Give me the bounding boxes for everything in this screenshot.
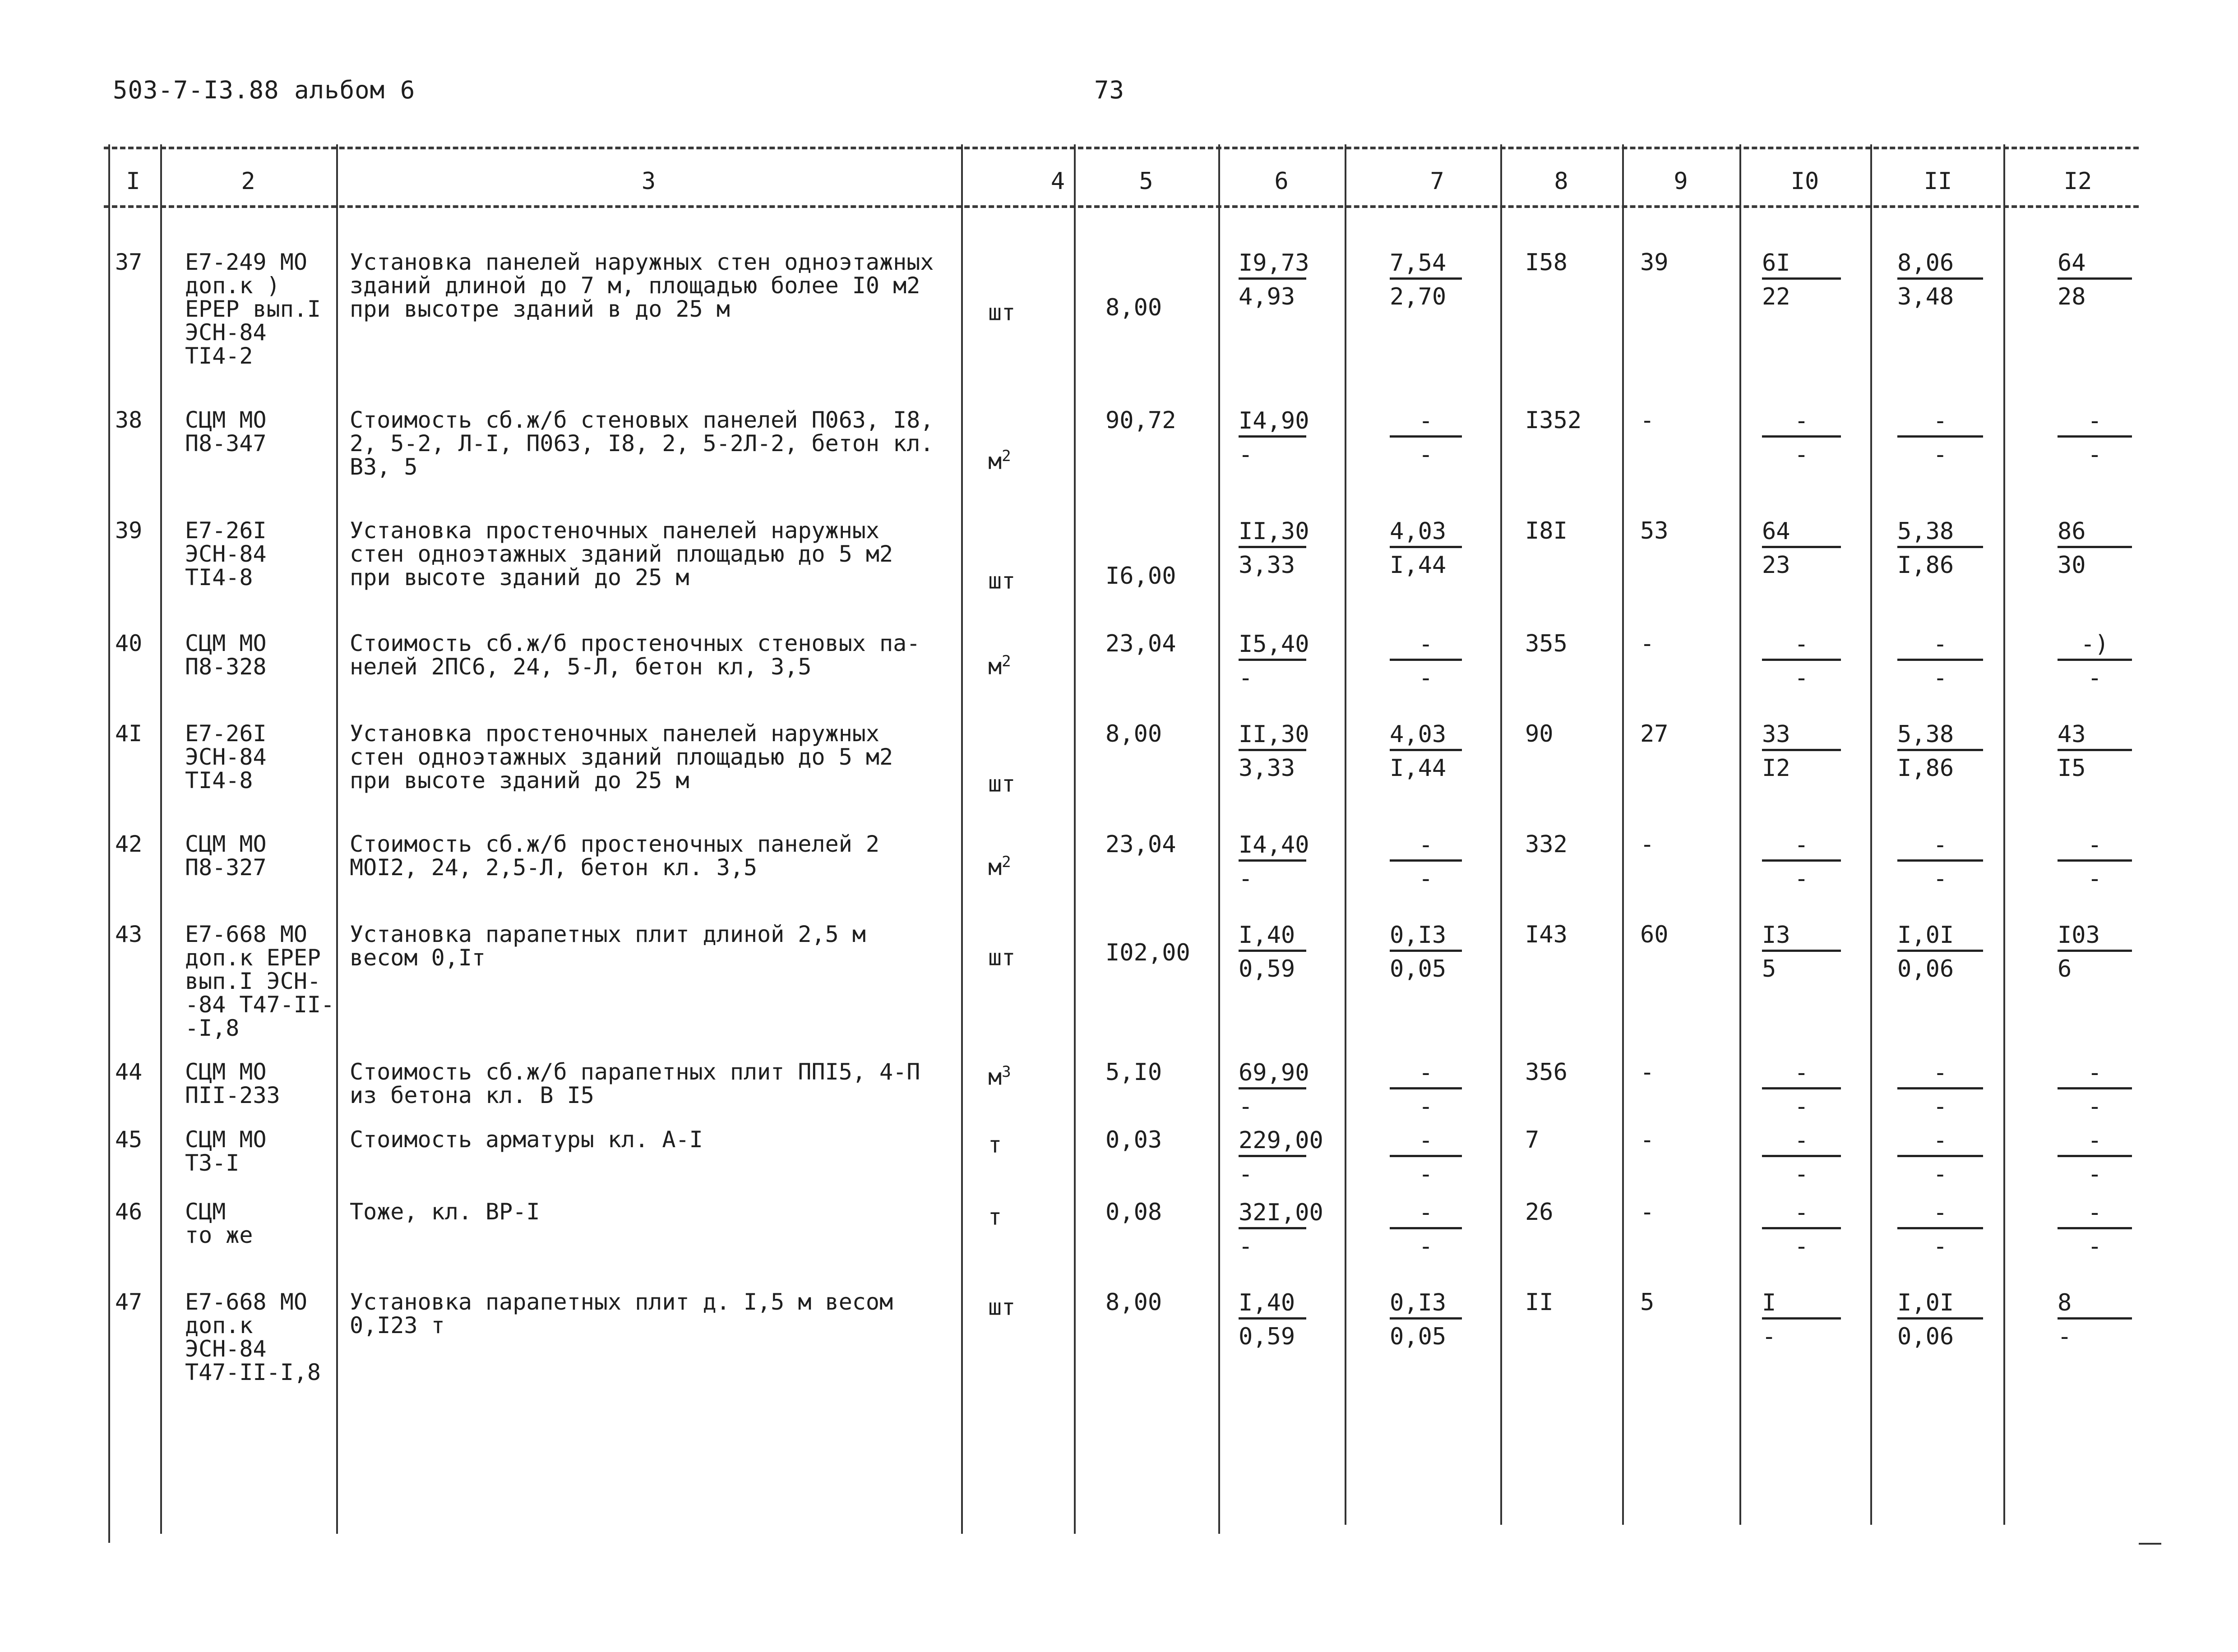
fraction-denominator: I,44	[1390, 755, 1447, 782]
col-rule	[336, 144, 338, 1534]
fraction-denominator: -	[2087, 1093, 2102, 1120]
col9-value: 39	[1640, 249, 1669, 276]
fraction-numerator: I,40	[1239, 923, 1306, 952]
work-description: Стоимость сб.ж/б простеночных панелей 2 МОI2, 24, 2,5-Л, бетон кл. 3,5	[350, 831, 879, 881]
fraction-numerator: -	[2058, 1128, 2132, 1157]
rate-code: СЦМ то же	[185, 1199, 253, 1248]
fraction-denominator: -	[1239, 865, 1253, 892]
row-number: 39	[115, 517, 143, 544]
fraction-numerator: 6I	[1762, 250, 1841, 280]
col8-value: I58	[1525, 249, 1568, 276]
fraction-numerator: -	[1762, 1128, 1841, 1157]
value-fraction	[1239, 1059, 1309, 1120]
quantity: 5,I0	[1105, 1059, 1162, 1086]
fraction-numerator: 43	[2058, 722, 2132, 751]
rate-code: Е7-26I ЭСН-84 ТI4-8	[185, 517, 267, 591]
rate-code: СЦМ МО П8-347	[185, 407, 267, 457]
quantity: 23,04	[1105, 831, 1176, 858]
fraction-numerator: I4,40	[1239, 832, 1306, 862]
value-fraction	[1762, 250, 1841, 309]
fraction-denominator: -	[1794, 1093, 1809, 1120]
rate-code: Е7-668 МО доп.к ЕРЕР вып.I ЭСН- -84 Т47-II- -I,8	[185, 921, 335, 1041]
column-header: 2	[241, 168, 255, 195]
fraction-numerator: 8,06	[1897, 250, 1983, 280]
col8-value: I43	[1525, 921, 1568, 948]
value-fraction	[2058, 632, 2132, 691]
fraction-denominator: -	[1794, 1161, 1809, 1188]
work-description: Установка парапетных плит длиной 2,5 м весом 0,Iт	[350, 921, 866, 971]
fraction-denominator: -	[1239, 1161, 1253, 1188]
unit-text: шт	[988, 299, 1016, 326]
fraction-denominator: -	[1762, 1323, 1776, 1350]
fraction-denominator: -	[2087, 1233, 2102, 1260]
fraction-denominator: 23	[1762, 552, 1790, 579]
value-fraction	[1239, 923, 1306, 982]
fraction-denominator: I,86	[1897, 552, 1954, 579]
fraction-numerator: 229,00	[1239, 1128, 1306, 1157]
doc-code: 503-7-I3.88 альбом 6	[113, 76, 416, 104]
value-fraction	[1897, 923, 1983, 982]
fraction-numerator: 5,38	[1897, 519, 1983, 548]
value-fraction	[1897, 1200, 1983, 1259]
unit	[988, 1060, 1011, 1089]
fraction-denominator: -	[1239, 441, 1253, 468]
rate-code: Е7-668 МО доп.к ЭСН-84 Т47-II-I,8	[185, 1289, 321, 1385]
fraction-numerator: -	[1897, 1128, 1983, 1157]
col9-value: -	[1640, 630, 1655, 657]
fraction-numerator: -	[1897, 408, 1983, 438]
fraction-denominator: 30	[2058, 552, 2086, 579]
fraction-numerator: -	[2058, 408, 2132, 438]
value-fraction	[2058, 250, 2132, 309]
col-rule	[108, 144, 110, 1543]
unit	[988, 941, 1015, 969]
fraction-numerator: -	[1897, 1200, 1983, 1229]
row-number: 4I	[115, 720, 143, 747]
fraction-denominator: -	[1933, 664, 1947, 692]
fraction-numerator: I5,40	[1239, 632, 1306, 661]
value-fraction	[1390, 519, 1462, 578]
quantity: I6,00	[1105, 563, 1176, 590]
fraction-denominator: I,86	[1897, 755, 1954, 782]
unit-text: шт	[988, 771, 1016, 797]
unit-power: 2	[1002, 447, 1011, 465]
value-fraction	[1762, 722, 1841, 781]
column-header: I0	[1790, 168, 1819, 195]
fraction-denominator: -	[2058, 1323, 2072, 1350]
value-fraction	[1239, 831, 1309, 892]
value-fraction	[2058, 1290, 2132, 1349]
value-fraction	[2058, 408, 2132, 467]
col8-value: I8I	[1525, 517, 1568, 545]
fraction-denominator: -	[2087, 1161, 2102, 1188]
column-header: I	[126, 168, 140, 195]
value-fraction	[1762, 1060, 1841, 1119]
fraction-denominator: 0,06	[1897, 1323, 1954, 1350]
value-fraction	[1762, 408, 1841, 467]
fraction-denominator: -	[1794, 1233, 1809, 1260]
fraction-numerator: 69,90	[1239, 1060, 1306, 1089]
col-rule	[1345, 144, 1346, 1525]
col8-value: II	[1525, 1289, 1554, 1316]
value-fraction	[2058, 1060, 2132, 1119]
fraction-denominator: 6	[2058, 955, 2072, 983]
fraction-denominator: 5	[1762, 955, 1776, 983]
column-header: 7	[1430, 168, 1444, 195]
fraction-denominator: -	[1794, 441, 1809, 468]
unit-power: 3	[1002, 1063, 1011, 1081]
value-fraction	[1390, 1290, 1462, 1349]
work-description: Тоже, кл. ВР-I	[350, 1199, 540, 1225]
unit-text: т	[988, 1131, 1002, 1158]
column-header: 3	[641, 168, 656, 195]
col9-value: 27	[1640, 720, 1669, 748]
col8-value: 7	[1525, 1126, 1540, 1154]
quantity: 0,03	[1105, 1126, 1162, 1154]
fraction-denominator: -	[1239, 1233, 1253, 1260]
fraction-numerator: -	[1762, 1060, 1841, 1089]
fraction-numerator: I,0I	[1897, 1290, 1983, 1320]
fraction-numerator: II,30	[1239, 519, 1306, 548]
col-rule	[1074, 144, 1076, 1534]
value-fraction	[1762, 519, 1841, 578]
unit-power: 2	[1002, 853, 1011, 871]
fraction-numerator: -)	[2058, 632, 2132, 661]
value-fraction	[1762, 1200, 1841, 1259]
value-fraction	[1897, 632, 1983, 691]
fraction-denominator: 0,59	[1239, 1323, 1295, 1350]
fraction-numerator: I4,90	[1239, 408, 1306, 438]
unit	[988, 1290, 1015, 1319]
value-fraction	[1239, 721, 1309, 782]
value-fraction	[1390, 1128, 1462, 1187]
fraction-numerator: 4,03	[1390, 519, 1462, 548]
fraction-numerator: I	[1762, 1290, 1841, 1320]
col8-value: I352	[1525, 407, 1582, 434]
fraction-denominator: 0,05	[1390, 955, 1447, 983]
fraction-numerator: -	[1762, 632, 1841, 661]
page-corner-dash	[2139, 1543, 2161, 1545]
value-fraction	[1390, 923, 1462, 982]
col9-value: -	[1640, 1126, 1655, 1154]
value-fraction	[1762, 923, 1841, 982]
unit	[988, 295, 1015, 324]
fraction-denominator: -	[1419, 664, 1433, 692]
value-fraction	[1897, 722, 1983, 781]
fraction-denominator: -	[2087, 441, 2102, 468]
quantity: 8,00	[1105, 720, 1162, 748]
value-fraction	[1390, 1060, 1462, 1119]
fraction-denominator: I5	[2058, 755, 2086, 782]
table-top-rule	[104, 147, 2139, 149]
unit-text: м	[988, 854, 1002, 881]
value-fraction	[1239, 407, 1309, 468]
rate-code: Е7-249 МО доп.к ) ЕРЕР вып.I ЭСН-84 ТI4-2	[185, 249, 321, 369]
fraction-denominator: -	[1419, 441, 1433, 468]
fraction-numerator: I3	[1762, 923, 1841, 952]
value-fraction	[2058, 1128, 2132, 1187]
value-fraction	[1239, 631, 1309, 692]
value-fraction	[1897, 408, 1983, 467]
fraction-numerator: 5,38	[1897, 722, 1983, 751]
fraction-denominator: 22	[1762, 283, 1790, 310]
value-fraction	[1239, 1290, 1306, 1349]
fraction-numerator: -	[1390, 632, 1462, 661]
column-header: 9	[1674, 168, 1688, 195]
value-fraction	[1239, 1127, 1323, 1188]
value-fraction	[1762, 1128, 1841, 1187]
value-fraction	[1897, 832, 1983, 891]
col-rule	[1500, 144, 1502, 1525]
col8-value: 356	[1525, 1059, 1568, 1086]
fraction-denominator: -	[1419, 1233, 1433, 1260]
fraction-numerator: -	[2058, 1060, 2132, 1089]
column-header: 8	[1554, 168, 1568, 195]
col-rule	[1870, 144, 1872, 1525]
rate-code: СЦМ МО П8-327	[185, 831, 267, 881]
fraction-numerator: 0,I3	[1390, 923, 1462, 952]
row-number: 44	[115, 1059, 143, 1085]
fraction-denominator: I2	[1762, 755, 1790, 782]
fraction-numerator: -	[2058, 832, 2132, 862]
fraction-denominator: -	[1933, 1161, 1947, 1188]
column-header: II	[1924, 168, 1952, 195]
fraction-denominator: 4,93	[1239, 283, 1295, 310]
quantity: 0,08	[1105, 1199, 1162, 1226]
col-rule	[961, 144, 963, 1534]
fraction-numerator: -	[1897, 632, 1983, 661]
row-number: 45	[115, 1126, 143, 1153]
col-rule	[160, 144, 162, 1534]
value-fraction	[2058, 519, 2132, 578]
col9-value: 60	[1640, 921, 1669, 948]
fraction-numerator: -	[1390, 408, 1462, 438]
value-fraction	[2058, 1200, 2132, 1259]
col8-value: 26	[1525, 1199, 1554, 1226]
col-rule	[2003, 144, 2005, 1525]
quantity: 90,72	[1105, 407, 1176, 434]
fraction-numerator: -	[1762, 1200, 1841, 1229]
work-description: Стоимость арматуры кл. А-I	[350, 1126, 703, 1153]
value-fraction	[1239, 1199, 1323, 1260]
row-number: 47	[115, 1289, 143, 1315]
work-description: Стоимость сб.ж/б стеновых панелей П063, I8, 2, 5-2, Л-I, П063, I8, 2, 5-2Л-2, бетон кл. В3, 5	[350, 407, 934, 480]
fraction-denominator: I,44	[1390, 552, 1447, 579]
value-fraction	[2058, 722, 2132, 781]
fraction-numerator: 8	[2058, 1290, 2132, 1320]
value-fraction	[1390, 1200, 1462, 1259]
fraction-denominator: -	[1794, 865, 1809, 892]
col9-value: -	[1640, 1059, 1655, 1086]
value-fraction	[1897, 1128, 1983, 1187]
fraction-denominator: 28	[2058, 283, 2086, 310]
fraction-denominator: -	[1933, 865, 1947, 892]
fraction-numerator: 33	[1762, 722, 1841, 751]
unit	[988, 444, 1011, 473]
row-number: 43	[115, 921, 143, 947]
fraction-numerator: I9,73	[1239, 250, 1306, 280]
fraction-denominator: -	[2087, 865, 2102, 892]
column-header: 6	[1274, 168, 1289, 195]
quantity: 23,04	[1105, 630, 1176, 657]
fraction-numerator: I,40	[1239, 1290, 1306, 1320]
value-fraction	[1897, 519, 1983, 578]
work-description: Установка простеночных панелей наружных стен одноэтажных зданий площадью до 5 м2 при высоте зданий до 25 м	[350, 517, 893, 591]
value-fraction	[1390, 632, 1462, 691]
fraction-numerator: 86	[2058, 519, 2132, 548]
fraction-denominator: 0,05	[1390, 1323, 1447, 1350]
col8-value: 332	[1525, 831, 1568, 858]
quantity: 8,00	[1105, 1289, 1162, 1316]
fraction-denominator: -	[1933, 1093, 1947, 1120]
value-fraction	[1762, 1290, 1841, 1349]
unit-text: шт	[988, 568, 1016, 594]
unit	[988, 850, 1011, 879]
col8-value: 90	[1525, 720, 1554, 748]
value-fraction	[1390, 722, 1462, 781]
fraction-numerator: 7,54	[1390, 250, 1462, 280]
value-fraction	[1390, 408, 1462, 467]
fraction-numerator: -	[1897, 832, 1983, 862]
row-number: 42	[115, 831, 143, 857]
unit-text: м	[988, 448, 1002, 475]
unit	[988, 767, 1015, 796]
column-header: 4	[1050, 168, 1065, 195]
row-number: 40	[115, 630, 143, 656]
fraction-numerator: -	[1762, 832, 1841, 862]
col-rule	[1739, 144, 1741, 1525]
col-rule	[1218, 144, 1220, 1534]
fraction-numerator: 0,I3	[1390, 1290, 1462, 1320]
col9-value: 53	[1640, 517, 1669, 545]
value-fraction	[2058, 832, 2132, 891]
fraction-denominator: -	[1794, 664, 1809, 692]
fraction-denominator: -	[1419, 1093, 1433, 1120]
fraction-denominator: 2,70	[1390, 283, 1447, 310]
fraction-denominator: -	[2087, 664, 2102, 692]
value-fraction	[1762, 632, 1841, 691]
unit	[988, 1128, 1002, 1157]
unit-text: м	[988, 1064, 1002, 1090]
fraction-numerator: 4,03	[1390, 722, 1462, 751]
fraction-numerator: 64	[1762, 519, 1841, 548]
column-header: I2	[2063, 168, 2092, 195]
fraction-denominator: -	[1419, 1161, 1433, 1188]
rate-code: Е7-26I ЭСН-84 ТI4-8	[185, 720, 267, 794]
fraction-denominator: 3,48	[1897, 283, 1954, 310]
fraction-denominator: 0,59	[1239, 955, 1295, 983]
row-number: 46	[115, 1199, 143, 1225]
col9-value: -	[1640, 407, 1655, 434]
fraction-denominator: 3,33	[1239, 755, 1295, 782]
fraction-denominator: 3,33	[1239, 552, 1295, 579]
rate-code: СЦМ МО Т3-I	[185, 1126, 267, 1176]
fraction-numerator: -	[1762, 408, 1841, 438]
col-rule	[1622, 144, 1624, 1525]
fraction-denominator: -	[1239, 664, 1253, 692]
value-fraction	[1239, 518, 1309, 579]
work-description: Установка панелей наружных стен одноэтажных зданий длиной до 7 м, площадью более I0 м2 при высотре зданий в до 25 м	[350, 249, 934, 322]
unit-power: 2	[1002, 652, 1011, 670]
fraction-numerator: -	[2058, 1200, 2132, 1229]
fraction-denominator: 0,06	[1897, 955, 1954, 983]
value-fraction	[1390, 832, 1462, 891]
row-number: 37	[115, 249, 143, 275]
work-description: Установка парапетных плит д. I,5 м весом 0,I23 т	[350, 1289, 893, 1338]
unit-text: м	[988, 653, 1002, 680]
unit	[988, 564, 1015, 593]
fraction-denominator: -	[1419, 865, 1433, 892]
fraction-numerator: -	[1390, 832, 1462, 862]
row-number: 38	[115, 407, 143, 433]
fraction-denominator: -	[1933, 1233, 1947, 1260]
col9-value: 5	[1640, 1289, 1655, 1316]
quantity: I02,00	[1105, 939, 1190, 966]
table-header-rule	[104, 205, 2139, 208]
fraction-numerator: -	[1390, 1128, 1462, 1157]
fraction-numerator: -	[1897, 1060, 1983, 1089]
column-header: 5	[1139, 168, 1153, 195]
value-fraction	[1897, 1290, 1983, 1349]
value-fraction	[1897, 250, 1983, 309]
fraction-numerator: I03	[2058, 923, 2132, 952]
rate-code: СЦМ МО П8-328	[185, 630, 267, 680]
col9-value: -	[1640, 831, 1655, 858]
fraction-numerator: I,0I	[1897, 923, 1983, 952]
fraction-numerator: 32I,00	[1239, 1200, 1306, 1229]
col9-value: -	[1640, 1199, 1655, 1226]
work-description: Стоимость сб.ж/б парапетных плит ППI5, 4-П из бетона кл. В I5	[350, 1059, 920, 1108]
value-fraction	[2058, 923, 2132, 982]
fraction-denominator: -	[1933, 441, 1947, 468]
fraction-numerator: II,30	[1239, 722, 1306, 751]
value-fraction	[1390, 250, 1462, 309]
page-number: 73	[1094, 76, 1125, 104]
fraction-numerator: -	[1390, 1200, 1462, 1229]
unit-text: т	[988, 1204, 1002, 1230]
unit-text: шт	[988, 1294, 1016, 1320]
work-description: Установка простеночных панелей наружных стен одноэтажных зданий площадью до 5 м2 при высоте зданий до 25 м	[350, 720, 893, 794]
value-fraction	[1897, 1060, 1983, 1119]
work-description: Стоимость сб.ж/б простеночных стеновых па- нелей 2ПС6, 24, 5-Л, бетон кл, 3,5	[350, 630, 920, 680]
unit	[988, 1200, 1002, 1229]
col8-value: 355	[1525, 630, 1568, 657]
fraction-numerator: 64	[2058, 250, 2132, 280]
unit	[988, 650, 1011, 678]
quantity: 8,00	[1105, 294, 1162, 321]
fraction-numerator: -	[1390, 1060, 1462, 1089]
value-fraction	[1762, 832, 1841, 891]
value-fraction	[1239, 249, 1309, 310]
unit-text: шт	[988, 944, 1016, 971]
fraction-denominator: -	[1239, 1093, 1253, 1120]
rate-code: СЦМ МО ПII-233	[185, 1059, 280, 1108]
